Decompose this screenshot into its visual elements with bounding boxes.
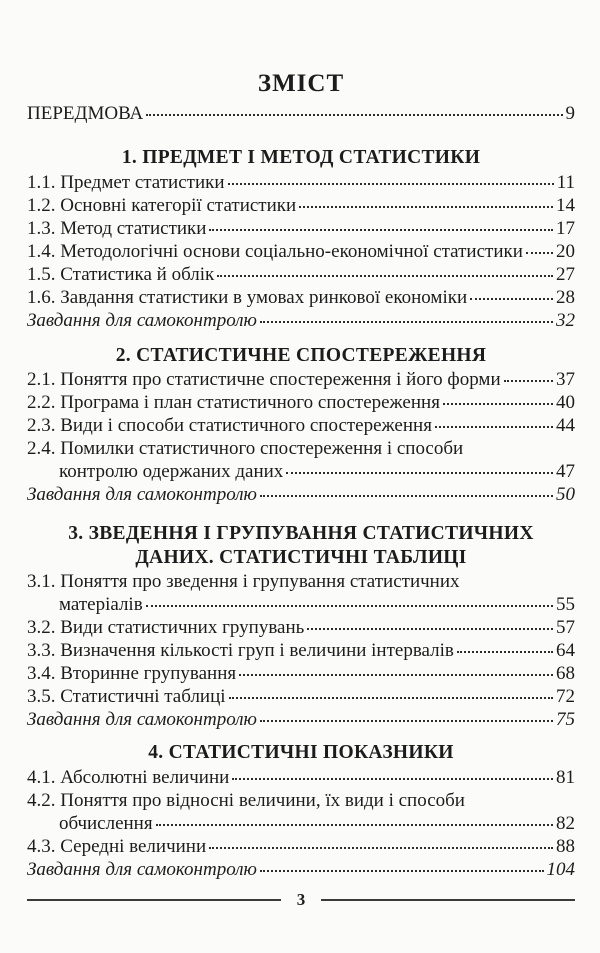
section-heading-line: 3. ЗВЕДЕННЯ І ГРУПУВАННЯ СТАТИСТИЧНИХ: [68, 523, 534, 544]
toc-entry-line: [27, 685, 575, 708]
dot-leader: [232, 778, 553, 780]
toc-entry-line: [27, 593, 575, 616]
toc-entry-line: [27, 639, 575, 662]
toc-entry-page: 57: [556, 617, 575, 638]
toc-entry-line: [27, 812, 575, 835]
toc-entry-page: 72: [556, 686, 575, 707]
toc-entry-line: [27, 835, 575, 858]
section-heading-line: ДАНИХ. СТАТИСТИЧНІ ТАБЛИЦІ: [135, 546, 467, 568]
dot-leader: [457, 651, 553, 653]
section-heading-line: 2. СТАТИСТИЧНЕ СПОСТЕРЕЖЕННЯ: [115, 344, 487, 366]
toc-section: [27, 344, 575, 507]
toc-entry-page: 50: [556, 484, 575, 505]
toc-entry-label: 3.1. Поняття про зведення і групування статистичних: [27, 571, 460, 592]
toc-entry-label: 1.5. Статистика й облік: [27, 263, 215, 285]
dot-leader: [470, 298, 553, 300]
toc-entry-label: Завдання для самоконтролю: [27, 858, 257, 880]
toc-entry-line: [27, 858, 575, 881]
toc-entry-line: [27, 240, 575, 263]
toc-entry-label: матеріалів: [59, 594, 143, 615]
toc-entry-label: 4.3. Середні величини: [27, 835, 207, 857]
preface-page-number: 9: [565, 103, 575, 124]
dot-leader: [260, 321, 553, 323]
toc-entry-page: 44: [556, 415, 575, 436]
section-heading-line: 4. СТАТИСТИЧНІ ПОКАЗНИКИ: [148, 742, 454, 763]
toc-entry-line: [27, 483, 575, 506]
toc-entry-label: 3.3. Визначення кількості груп і величини інтервалів: [27, 640, 454, 661]
toc-entry-line: [27, 616, 575, 639]
toc-entry-label: 2.3. Види і способи статистичного спостереження: [27, 415, 432, 436]
toc-entry-line: [27, 309, 575, 332]
toc-entry-line: [27, 570, 575, 593]
section-heading: [27, 522, 575, 569]
toc-body: [27, 146, 575, 881]
toc-entry-label: Завдання для самоконтролю: [27, 309, 257, 331]
toc-entry-label: 1.6. Завдання статистики в умовах ринкової економіки: [27, 286, 468, 308]
toc-entry-label: контролю одержаних даних: [59, 461, 284, 482]
dot-leader: [156, 824, 553, 826]
toc-entry-label: 1.3. Метод статистики: [27, 217, 207, 239]
dot-leader: [443, 403, 553, 405]
toc-entry-page: 64: [556, 640, 575, 661]
dot-leader: [146, 114, 562, 116]
toc-entry-line: [27, 286, 575, 309]
toc-entry-label: 2.1. Поняття про статистичне спостереження і його форми: [27, 369, 501, 390]
dot-leader: [260, 720, 553, 722]
toc-entry-label: 3.4. Вторинне групування: [27, 663, 237, 684]
toc-entry-line: [27, 662, 575, 685]
toc-entry-page: 11: [556, 171, 575, 193]
dot-leader: [239, 674, 553, 676]
page-title: ЗМІСТ: [257, 70, 345, 97]
toc-entry-label: 3.5. Статистичні таблиці: [27, 686, 226, 707]
preface-label: ПЕРЕДМОВА: [27, 103, 144, 124]
toc-entry-line: [27, 437, 575, 460]
toc-entry-label: обчислення: [59, 812, 153, 834]
toc-entry-label: 4.1. Абсолютні величини: [27, 766, 230, 788]
toc-section: [27, 741, 575, 881]
dot-leader: [209, 847, 553, 849]
dot-leader: [286, 472, 553, 474]
footer-rule-left: [27, 899, 281, 901]
toc-entry-label: 1.2. Основні категорії статистики: [27, 194, 297, 216]
toc-entry-page: 40: [556, 392, 575, 413]
toc-entry-line: [27, 789, 575, 812]
dot-leader: [435, 426, 553, 428]
dot-leader: [504, 380, 553, 382]
toc-entry-line: [27, 263, 575, 286]
toc-entry-page: 32: [556, 309, 575, 331]
toc-entry-page: 104: [546, 858, 575, 880]
dot-leader: [260, 495, 553, 497]
toc-entry-page: 17: [556, 217, 575, 239]
toc-entry-page: 82: [556, 812, 575, 834]
toc-section: [27, 522, 575, 731]
toc-entry-label: 2.4. Помилки статистичного спостереження і способи: [27, 438, 464, 459]
toc-section: [27, 146, 575, 332]
toc-entry-page: 14: [556, 194, 575, 216]
toc-entry-page: 88: [556, 835, 575, 857]
toc-entry-line: [27, 708, 575, 731]
toc-entry-line: [27, 194, 575, 217]
toc-entry-page: 55: [556, 594, 575, 615]
section-heading-line: 1. ПРЕДМЕТ І МЕТОД СТАТИСТИКИ: [121, 147, 481, 168]
dot-leader: [229, 697, 553, 699]
toc-entry-page: 47: [556, 461, 575, 482]
dot-leader: [307, 628, 553, 630]
toc-entry-line: [27, 766, 575, 789]
preface-entry: [27, 102, 575, 125]
section-heading: [27, 146, 575, 170]
toc-entry-line: [27, 217, 575, 240]
dot-leader: [228, 183, 554, 185]
section-heading: [27, 344, 575, 368]
toc-entry-line: [27, 460, 575, 483]
toc-entry-label: 3.2. Види статистичних групувань: [27, 617, 305, 638]
toc-entry-label: Завдання для самоконтролю: [27, 484, 257, 505]
dot-leader: [217, 275, 553, 277]
toc-entry-page: 20: [556, 240, 575, 262]
toc-entry-label: 1.1. Предмет статистики: [27, 171, 225, 193]
toc-entry-page: 37: [556, 369, 575, 390]
toc-entry-label: 4.2. Поняття про відносні величини, їх види і способи: [27, 789, 465, 811]
toc-entry-label: 1.4. Методологічні основи соціально-економічної статистики: [27, 240, 523, 262]
toc-entry-page: 81: [556, 766, 575, 788]
footer-rule-right: [321, 899, 575, 901]
dot-leader: [146, 605, 553, 607]
footer-page-number: 3: [296, 890, 306, 909]
toc-entry-line: [27, 414, 575, 437]
toc-entry-line: [27, 368, 575, 391]
toc-entry-page: 28: [556, 286, 575, 308]
toc-entry-page: 68: [556, 663, 575, 684]
dot-leader: [209, 229, 553, 231]
toc-entry-page: 75: [556, 709, 575, 730]
dot-leader: [526, 252, 553, 254]
toc-entry-line: [27, 171, 575, 194]
toc-entry-label: Завдання для самоконтролю: [27, 709, 257, 730]
toc-entry-label: 2.2. Програма і план статистичного спостереження: [27, 392, 440, 413]
dot-leader: [260, 870, 544, 872]
toc-entry-page: 27: [556, 263, 575, 285]
dot-leader: [299, 206, 553, 208]
page-footer: [27, 890, 575, 910]
section-heading: [27, 741, 575, 765]
toc-entry-line: [27, 391, 575, 414]
